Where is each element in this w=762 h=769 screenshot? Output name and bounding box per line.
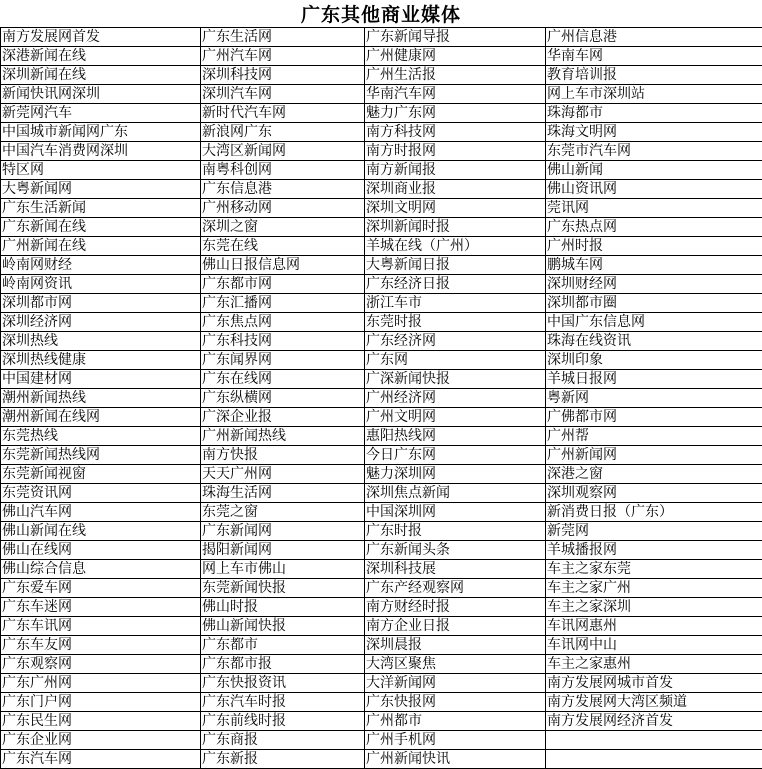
table-cell: 广东企业网: [1, 731, 201, 750]
table-cell: 广东生活新闻: [1, 199, 201, 218]
table-cell: 深圳汽车网: [201, 85, 365, 104]
table-cell: 中国建材网: [1, 370, 201, 389]
table-cell: 广州时报: [546, 237, 762, 256]
table-cell: 佛山资讯网: [546, 180, 762, 199]
table-cell: 南方发展网首发: [1, 28, 201, 47]
table-cell: 岭南网资讯: [1, 275, 201, 294]
table-row: [1, 427, 762, 446]
table-cell: 南方新闻报: [365, 161, 546, 180]
table-cell: 佛山时报: [201, 598, 365, 617]
table-cell: 中国深圳网: [365, 503, 546, 522]
table-cell: 佛山新闻在线: [1, 522, 201, 541]
table-row: [1, 465, 762, 484]
table-cell: 南粤科创网: [201, 161, 365, 180]
table-row: [1, 256, 762, 275]
table-cell: 今日广东网: [365, 446, 546, 465]
table-cell: 广东爱车网: [1, 579, 201, 598]
table-cell: 魅力广东网: [365, 104, 546, 123]
table-cell: 广东商报: [201, 731, 365, 750]
table-cell: 广东车迷网: [1, 598, 201, 617]
table-cell: 新浪网广东: [201, 123, 365, 142]
table-cell: 深港新闻在线: [1, 47, 201, 66]
table-cell: 广东新闻导报: [365, 28, 546, 47]
table-cell: 南方时报网: [365, 142, 546, 161]
table-cell: 潮州新闻在线网: [1, 408, 201, 427]
table-cell: 广州新闻快讯: [365, 750, 546, 769]
table-cell: 深圳新闻时报: [365, 218, 546, 237]
table-cell: 新时代汽车网: [201, 104, 365, 123]
table-cell: 广州帮: [546, 427, 762, 446]
table-cell: 南方企业日报: [365, 617, 546, 636]
table-cell: 广东快报资讯: [201, 674, 365, 693]
table-cell: 广州文明网: [365, 408, 546, 427]
table-cell: 广州手机网: [365, 731, 546, 750]
table-cell: 广东车讯网: [1, 617, 201, 636]
table-row: [1, 294, 762, 313]
table-cell: 羊城播报网: [546, 541, 762, 560]
table-cell: 广东新闻在线: [1, 218, 201, 237]
table-cell: 新消费日报（广东）: [546, 503, 762, 522]
table-cell: 广东新闻网: [201, 522, 365, 541]
table-cell: 中国广东信息网: [546, 313, 762, 332]
table-cell: 魅力深圳网: [365, 465, 546, 484]
table-cell: 广东信息港: [201, 180, 365, 199]
table-row: [1, 484, 762, 503]
table-cell: 莞讯网: [546, 199, 762, 218]
table-row: [1, 161, 762, 180]
table-cell: 潮州新闻热线: [1, 389, 201, 408]
table-cell: 广深新闻快报: [365, 370, 546, 389]
table-cell: [546, 731, 762, 750]
table-row: [1, 522, 762, 541]
table-cell: 深圳都市圈: [546, 294, 762, 313]
table-cell: 华南汽车网: [365, 85, 546, 104]
table-cell: 广州信息港: [546, 28, 762, 47]
table-cell: 车主之家广州: [546, 579, 762, 598]
table-cell: 新闻快讯网深圳: [1, 85, 201, 104]
table-cell: 新莞网汽车: [1, 104, 201, 123]
table-cell: 深圳观察网: [546, 484, 762, 503]
table-row: [1, 47, 762, 66]
table-cell: 车讯网惠州: [546, 617, 762, 636]
table-cell: 新莞网: [546, 522, 762, 541]
table-row: [1, 750, 762, 769]
table-row: [1, 370, 762, 389]
table-cell: 南方发展网城市首发: [546, 674, 762, 693]
table-cell: 广州都市: [365, 712, 546, 731]
table-cell: 岭南网财经: [1, 256, 201, 275]
table-cell: 广东汽车时报: [201, 693, 365, 712]
table-cell: 广东前线时报: [201, 712, 365, 731]
table-cell: 佛山在线网: [1, 541, 201, 560]
table-cell: 中国汽车消费网深圳: [1, 142, 201, 161]
table-cell: 车主之家深圳: [546, 598, 762, 617]
table-cell: 深圳财经网: [546, 275, 762, 294]
table-cell: 佛山新闻: [546, 161, 762, 180]
table-cell: 广佛都市网: [546, 408, 762, 427]
table-cell: 珠海在线资讯: [546, 332, 762, 351]
table-cell: 揭阳新闻网: [201, 541, 365, 560]
table-cell: 惠阳热线网: [365, 427, 546, 446]
table-row: [1, 731, 762, 750]
table-cell: 深港之窗: [546, 465, 762, 484]
table-cell: 广州健康网: [365, 47, 546, 66]
table-cell: 佛山综合信息: [1, 560, 201, 579]
table-cell: 深圳之窗: [201, 218, 365, 237]
table-cell: 教育培训报: [546, 66, 762, 85]
media-table: [0, 27, 762, 769]
table-cell: 广东产经观察网: [365, 579, 546, 598]
table-cell: 东莞之窗: [201, 503, 365, 522]
table-cell: 粤新网: [546, 389, 762, 408]
table-cell: 车主之家惠州: [546, 655, 762, 674]
table-row: [1, 503, 762, 522]
table-row: [1, 560, 762, 579]
table-row: [1, 693, 762, 712]
table-cell: 深圳印象: [546, 351, 762, 370]
table-cell: 南方科技网: [365, 123, 546, 142]
table-cell: 大粤新闻网: [1, 180, 201, 199]
table-row: [1, 104, 762, 123]
table-cell: 大湾区聚焦: [365, 655, 546, 674]
table-cell: 佛山日报信息网: [201, 256, 365, 275]
table-cell: 广东网: [365, 351, 546, 370]
table-cell: 广东闻界网: [201, 351, 365, 370]
table-cell: 珠海生活网: [201, 484, 365, 503]
table-cell: 天天广州网: [201, 465, 365, 484]
table-cell: 东莞新闻视窗: [1, 465, 201, 484]
table-cell: 华南车网: [546, 47, 762, 66]
table-cell: 羊城日报网: [546, 370, 762, 389]
table-cell: 中国城市新闻网广东: [1, 123, 201, 142]
table-row: [1, 541, 762, 560]
table-cell: 广东科技网: [201, 332, 365, 351]
table-row: [1, 674, 762, 693]
table-cell: 广东生活网: [201, 28, 365, 47]
table-row: [1, 142, 762, 161]
table-cell: 广东门户网: [1, 693, 201, 712]
table-cell: 大粤新闻日报: [365, 256, 546, 275]
table-cell: 广东汽车网: [1, 750, 201, 769]
table-cell: 南方发展网经济首发: [546, 712, 762, 731]
table-row: [1, 598, 762, 617]
table-cell: 广东焦点网: [201, 313, 365, 332]
table-row: [1, 712, 762, 731]
table-cell: 东莞在线: [201, 237, 365, 256]
table-cell: 佛山新闻快报: [201, 617, 365, 636]
table-cell: 深圳科技网: [201, 66, 365, 85]
table-cell: 广东纵横网: [201, 389, 365, 408]
table-cell: 东莞时报: [365, 313, 546, 332]
table-cell: 广州新闻在线: [1, 237, 201, 256]
table-cell: 羊城在线（广州）: [365, 237, 546, 256]
table-cell: 鹏城车网: [546, 256, 762, 275]
table-row: [1, 199, 762, 218]
table-row: [1, 180, 762, 199]
table-row: [1, 28, 762, 47]
table-cell: 浙江车市: [365, 294, 546, 313]
table-cell: 广州汽车网: [201, 47, 365, 66]
table-row: [1, 579, 762, 598]
table-cell: 广东热点网: [546, 218, 762, 237]
table-cell: 深圳新闻在线: [1, 66, 201, 85]
table-cell: 广东时报: [365, 522, 546, 541]
table-cell: 广东广州网: [1, 674, 201, 693]
table-row: [1, 66, 762, 85]
table-cell: 东莞市汽车网: [546, 142, 762, 161]
table-cell: 广州新闻网: [546, 446, 762, 465]
table-cell: 深圳晨报: [365, 636, 546, 655]
table-cell: 深圳经济网: [1, 313, 201, 332]
table-row: [1, 237, 762, 256]
table-cell: 广州经济网: [365, 389, 546, 408]
table-row: [1, 123, 762, 142]
table-cell: 东莞热线: [1, 427, 201, 446]
table-cell: 广东民生网: [1, 712, 201, 731]
table-cell: 广州新闻热线: [201, 427, 365, 446]
table-cell: 南方发展网大湾区频道: [546, 693, 762, 712]
table-cell: 广东在线网: [201, 370, 365, 389]
table-row: [1, 85, 762, 104]
table-cell: 大洋新闻网: [365, 674, 546, 693]
table-cell: 东莞新闻热线网: [1, 446, 201, 465]
table-cell: 广东快报网: [365, 693, 546, 712]
table-cell: 车主之家东莞: [546, 560, 762, 579]
table-cell: 广州移动网: [201, 199, 365, 218]
table-cell: 广州生活报: [365, 66, 546, 85]
table-cell: 广东都市报: [201, 655, 365, 674]
table-cell: 网上车市深圳站: [546, 85, 762, 104]
table-row: [1, 332, 762, 351]
table-row: [1, 408, 762, 427]
table-cell: 珠海都市: [546, 104, 762, 123]
table-row: [1, 389, 762, 408]
table-cell: 广东都市: [201, 636, 365, 655]
table-row: [1, 617, 762, 636]
table-cell: 广东观察网: [1, 655, 201, 674]
table-cell: 珠海文明网: [546, 123, 762, 142]
table-cell: 广东新报: [201, 750, 365, 769]
table-cell: 特区网: [1, 161, 201, 180]
table-row: [1, 655, 762, 674]
table-cell: 深圳焦点新闻: [365, 484, 546, 503]
table-row: [1, 351, 762, 370]
table-cell: 深圳都市网: [1, 294, 201, 313]
table-cell: 佛山汽车网: [1, 503, 201, 522]
table-cell: 广深企业报: [201, 408, 365, 427]
table-cell: 大湾区新闻网: [201, 142, 365, 161]
table-cell: 深圳热线健康: [1, 351, 201, 370]
table-row: [1, 218, 762, 237]
table-cell: 车讯网中山: [546, 636, 762, 655]
table-cell: 广东经济日报: [365, 275, 546, 294]
table-cell: 广东车友网: [1, 636, 201, 655]
table-cell: 南方财经时报: [365, 598, 546, 617]
table-row: [1, 636, 762, 655]
table-cell: 广东都市网: [201, 275, 365, 294]
table-cell: 广东经济网: [365, 332, 546, 351]
table-cell: 深圳商业报: [365, 180, 546, 199]
table-cell: [546, 750, 762, 769]
page-title: 广东其他商业媒体: [300, 4, 461, 26]
table-cell: 东莞资讯网: [1, 484, 201, 503]
table-cell: 广东汇播网: [201, 294, 365, 313]
table-row: [1, 313, 762, 332]
table-cell: 网上车市佛山: [201, 560, 365, 579]
table-cell: 深圳热线: [1, 332, 201, 351]
table-row: [1, 275, 762, 294]
table-cell: 南方快报: [201, 446, 365, 465]
table-cell: 深圳科技展: [365, 560, 546, 579]
table-cell: 广东新闻头条: [365, 541, 546, 560]
table-cell: 深圳文明网: [365, 199, 546, 218]
table-cell: 东莞新闻快报: [201, 579, 365, 598]
table-row: [1, 446, 762, 465]
